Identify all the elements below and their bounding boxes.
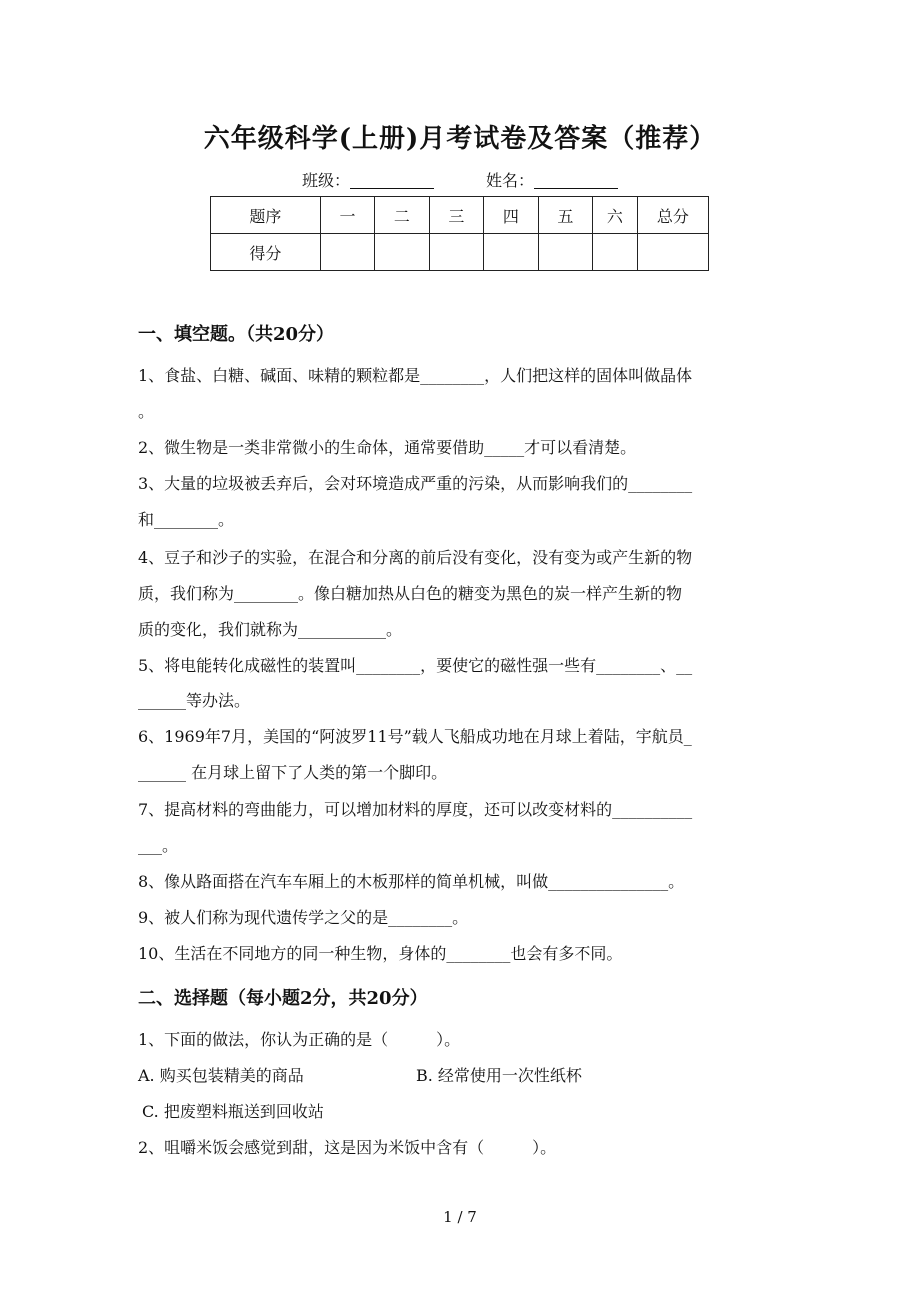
question-line: 6、1969年7月，美国的“阿波罗11号”载人飞船成功地在月球上着陆，宇航员_: [138, 727, 692, 746]
score-table-header-row: [211, 197, 709, 234]
question-line: 9、被人们称为现代遗传学之父的是________。: [138, 908, 469, 927]
header-cell: 题序: [211, 197, 321, 234]
question-line: 质，我们称为________。像白糖加热从白色的糖变为黑色的炭一样产生新的物: [138, 584, 683, 603]
section2-heading: 二、选择题（每小题2分，共20分）: [138, 988, 428, 1009]
score-cell[interactable]: [375, 234, 429, 271]
score-cell[interactable]: [538, 234, 592, 271]
score-table: [210, 196, 709, 271]
score-cell[interactable]: [593, 234, 638, 271]
choice-option-a[interactable]: A. 购买包装精美的商品: [138, 1066, 304, 1085]
header-cell: 二: [375, 197, 429, 234]
choice-option-b[interactable]: B. 经常使用一次性纸杯: [416, 1066, 582, 1085]
header-cell: 一: [320, 197, 374, 234]
question-line: ______等办法。: [138, 691, 251, 710]
choice-option-c[interactable]: C. 把废塑料瓶送到回收站: [142, 1102, 324, 1121]
question-line: 和________。: [138, 510, 235, 529]
choice-question: 2、咀嚼米饭会感觉到甜，这是因为米饭中含有（ ）。: [138, 1138, 557, 1157]
question-line: ______ 在月球上留下了人类的第一个脚印。: [138, 763, 448, 782]
question-line: 2、微生物是一类非常微小的生命体，通常要借助_____才可以看清楚。: [138, 438, 637, 457]
header-cell: 六: [593, 197, 638, 234]
question-line: 10、生活在不同地方的同一种生物，身体的________也会有多不同。: [138, 944, 623, 963]
question-line: 4、豆子和沙子的实验，在混合和分离的前后没有变化，没有变为或产生新的物: [138, 548, 693, 567]
question-line: 7、提高材料的弯曲能力，可以增加材料的厚度，还可以改变材料的__________: [138, 800, 693, 819]
score-cell[interactable]: [637, 234, 708, 271]
section1-heading: 一、填空题。（共20分）: [138, 324, 335, 345]
header-cell: 四: [484, 197, 538, 234]
page-number: 1 / 7: [443, 1208, 477, 1226]
name-label: 姓名：: [486, 171, 535, 190]
name-blank[interactable]: [534, 172, 618, 189]
header-cell: 三: [429, 197, 483, 234]
question-line: 质的变化，我们就称为___________。: [138, 620, 403, 639]
choice-question: 1、下面的做法，你认为正确的是（ ）。: [138, 1030, 461, 1049]
class-label: 班级：: [301, 171, 350, 190]
choice-option-row: [138, 1063, 783, 1086]
exam-title: 六年级科学(上册)月考试卷及答案（推荐）: [203, 124, 717, 154]
score-cell[interactable]: [429, 234, 483, 271]
question-line: 5、将电能转化成磁性的装置叫________，要使它的磁性强一些有________、__: [138, 656, 693, 675]
score-cell[interactable]: [320, 234, 374, 271]
question-line: 3、大量的垃圾被丢弃后，会对环境造成严重的污染，从而影响我们的________: [138, 474, 693, 493]
score-table-score-row: [211, 234, 709, 271]
class-name-line: [0, 168, 920, 191]
question-line: 。: [138, 402, 155, 421]
score-row-label: 得分: [211, 234, 321, 271]
header-cell: 总分: [637, 197, 708, 234]
class-blank[interactable]: [350, 172, 434, 189]
header-cell: 五: [538, 197, 592, 234]
score-cell[interactable]: [484, 234, 538, 271]
question-line: 8、像从路面搭在汽车车厢上的木板那样的简单机械，叫做_______________。: [138, 872, 685, 891]
question-line: ___。: [138, 836, 179, 855]
question-line: 1、食盐、白糖、碱面、味精的颗粒都是________，人们把这样的固体叫做晶体: [138, 366, 693, 385]
